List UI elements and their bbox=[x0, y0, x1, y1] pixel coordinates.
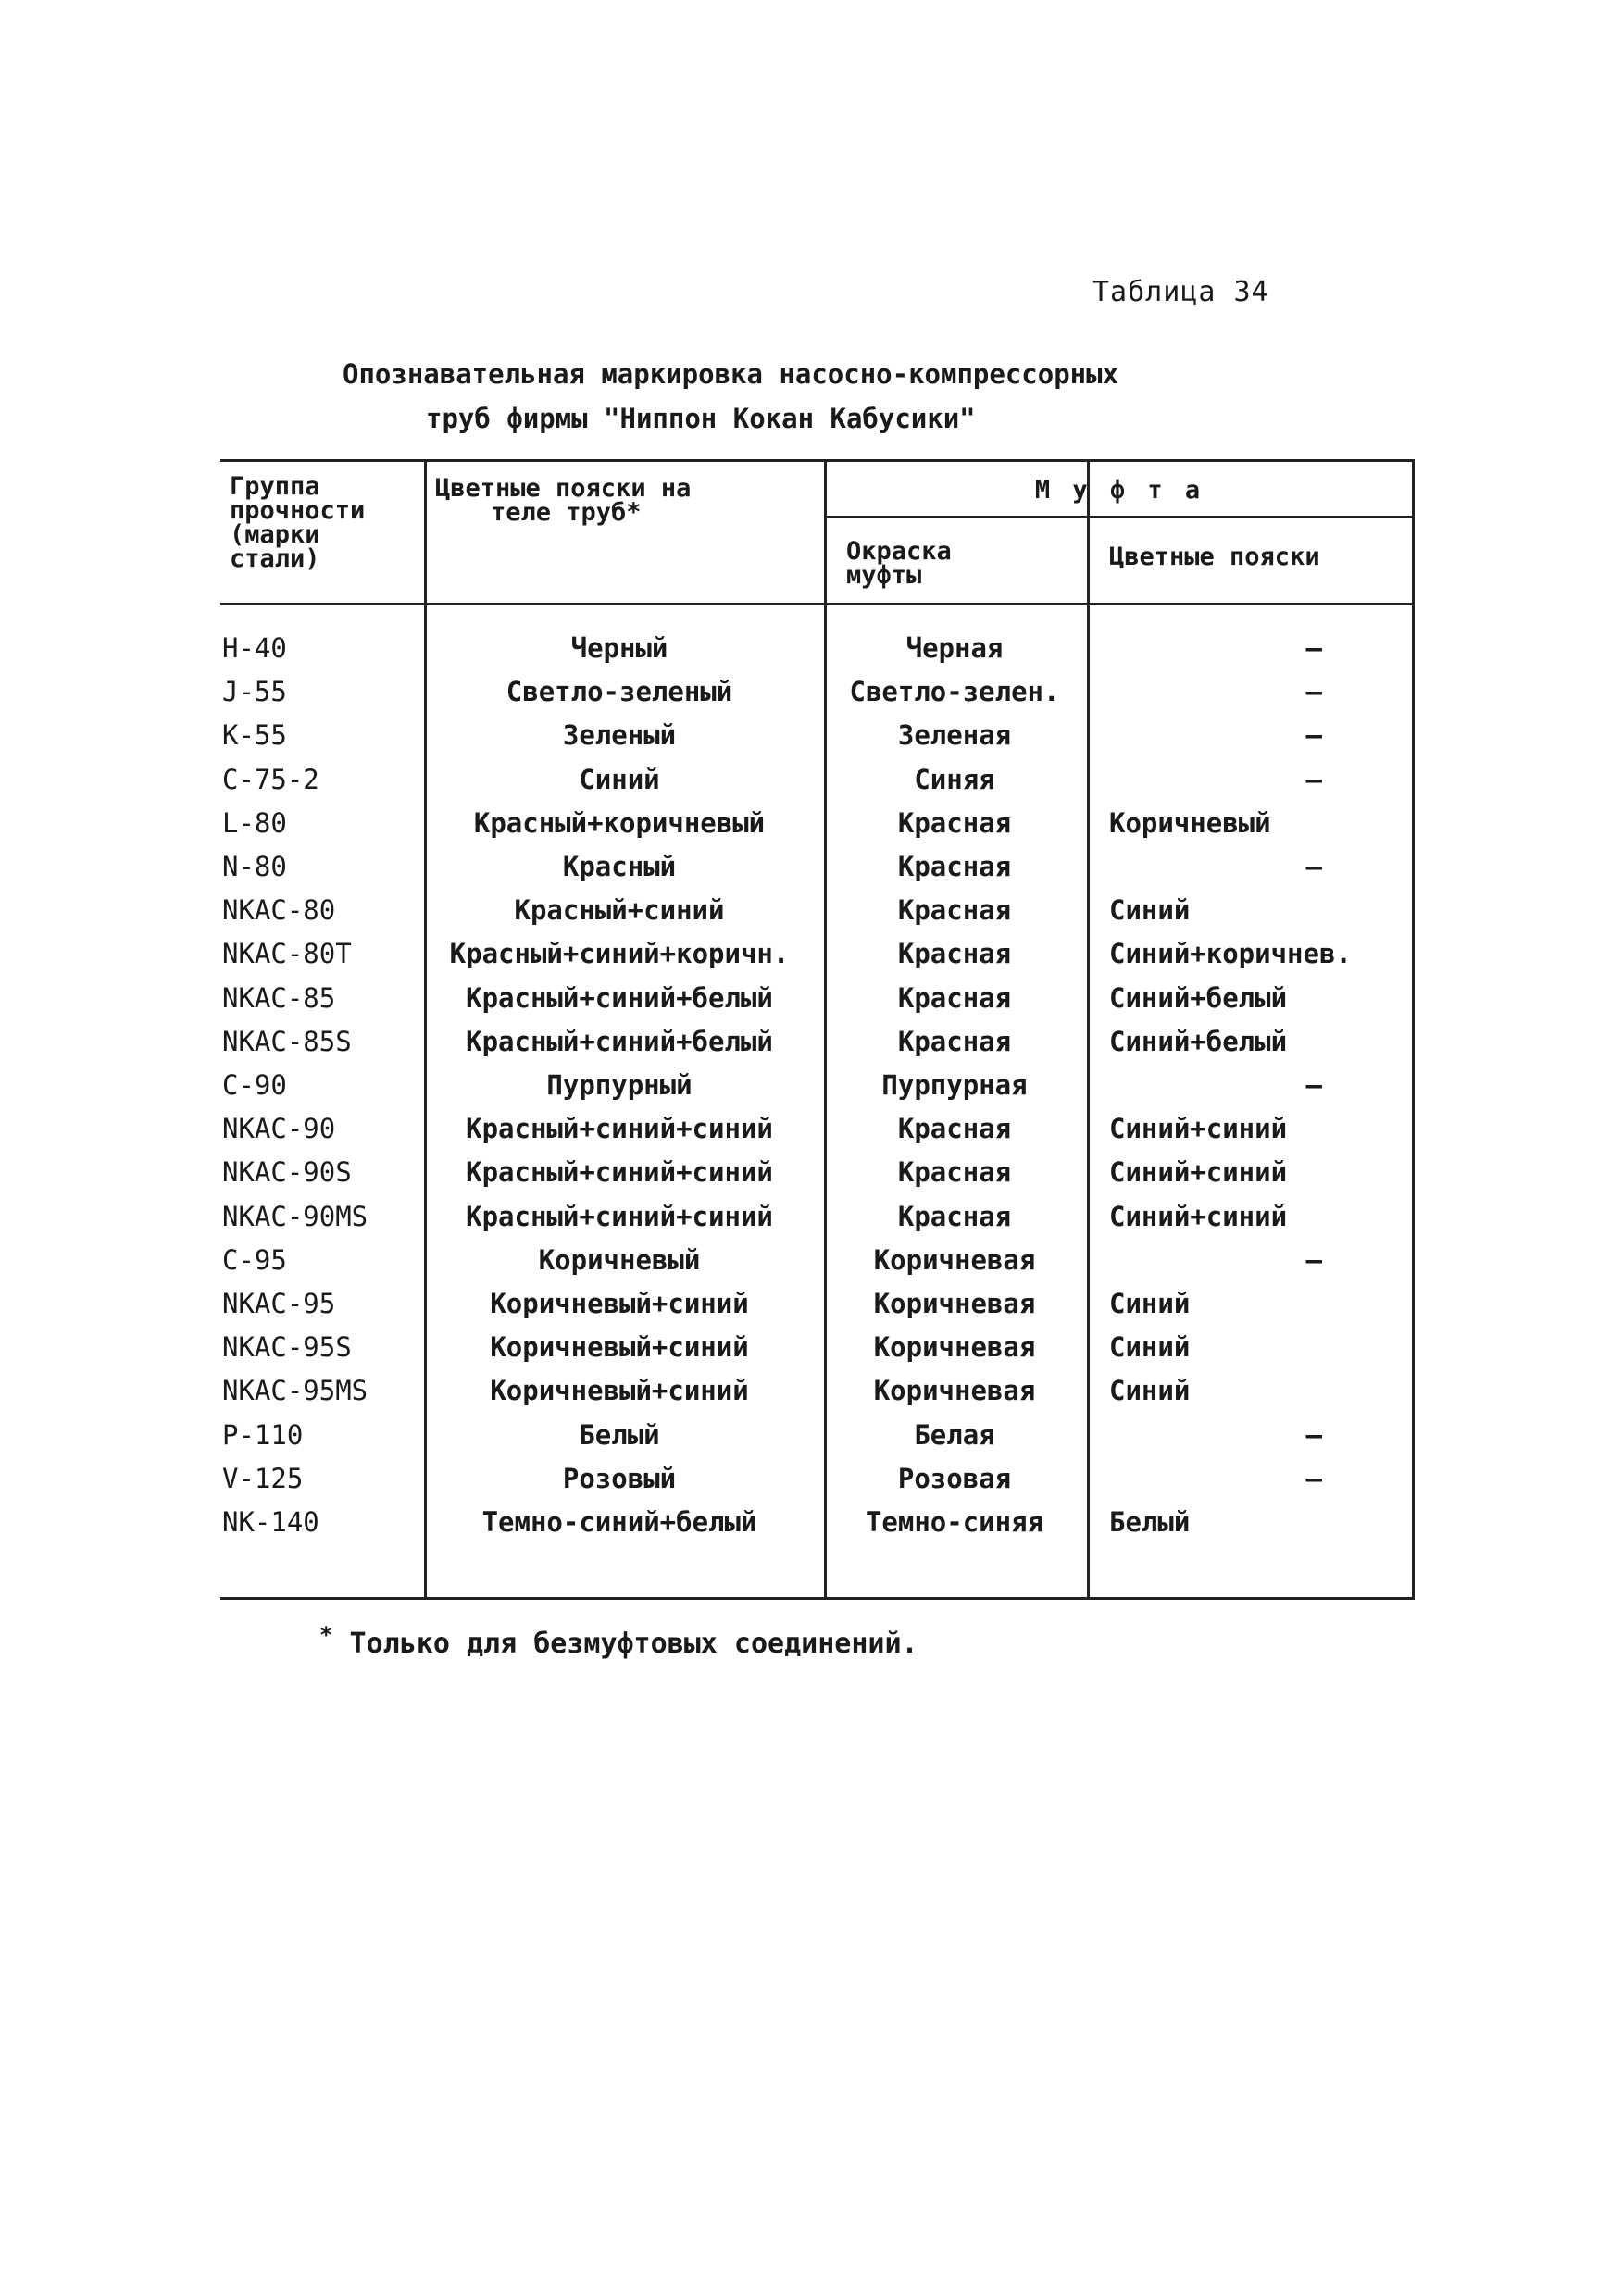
coupling-stripes-cell: Синий bbox=[1109, 1331, 1191, 1364]
grade-cell: NKAC-85 bbox=[222, 981, 336, 1014]
table-row bbox=[220, 764, 1415, 808]
table-number-label: Таблица 34 bbox=[1092, 276, 1269, 308]
grade-cell: NKAC-90MS bbox=[222, 1200, 368, 1232]
grade-cell: NKAC-95S bbox=[222, 1331, 352, 1364]
table-title-line-1: Опознавательная маркировка насосно-компрессорных bbox=[343, 358, 1119, 390]
grade-cell: NKAC-80T bbox=[222, 938, 352, 970]
table-row bbox=[220, 807, 1415, 852]
table-row bbox=[220, 1331, 1415, 1376]
grade-cell: С-90 bbox=[222, 1069, 287, 1101]
body-stripes-cell: Зеленый bbox=[562, 719, 677, 752]
grade-cell: NKAC-80 bbox=[222, 894, 336, 927]
grade-cell: NKAC-85S bbox=[222, 1025, 352, 1057]
header-coupling-color bbox=[846, 537, 1078, 590]
body-stripes-cell: Коричневый+синий bbox=[490, 1288, 749, 1319]
header-grade-line: (марки bbox=[230, 520, 320, 549]
header-divider bbox=[824, 516, 1413, 518]
coupling-stripes-cell: Синий+синий bbox=[1109, 1200, 1288, 1232]
coupling-stripes-cell: Синий bbox=[1109, 894, 1191, 927]
footnote-text: Только для безмуфтовых соединений. bbox=[349, 1628, 918, 1660]
grade-cell: К-55 bbox=[222, 719, 287, 752]
header-body-stripes-line: теле труб* bbox=[491, 498, 642, 527]
body-stripes-cell: Розовый bbox=[562, 1462, 677, 1494]
header-grade-line: Группа bbox=[230, 472, 320, 501]
grade-cell: L-80 bbox=[222, 806, 287, 839]
coupling-color-cell: Коричневая bbox=[873, 1375, 1036, 1407]
header-coupling-color-line: муфты bbox=[846, 561, 922, 590]
body-stripes-cell: Красный bbox=[562, 851, 677, 882]
header-body-stripes-line: Цветные пояски на bbox=[435, 474, 692, 503]
grade-cell: J-55 bbox=[222, 676, 287, 708]
header-coupling-color-line: Окраска bbox=[846, 537, 952, 566]
body-stripes-cell: Красный+синий+коричн. bbox=[449, 938, 790, 970]
table-row bbox=[220, 982, 1415, 1027]
coupling-stripes-cell: – bbox=[1305, 719, 1322, 752]
table-row bbox=[220, 1288, 1415, 1332]
table-row bbox=[220, 851, 1415, 895]
coupling-stripes-cell: Синий bbox=[1109, 1288, 1191, 1319]
table-row bbox=[220, 1026, 1415, 1070]
coupling-stripes-cell: – bbox=[1305, 676, 1322, 708]
footnote-mark: * bbox=[319, 1622, 333, 1648]
coupling-stripes-cell: – bbox=[1305, 1462, 1322, 1494]
coupling-stripes-cell: – bbox=[1305, 1243, 1322, 1276]
body-stripes-cell: Коричневый+синий bbox=[490, 1331, 749, 1364]
body-stripes-cell: Коричневый bbox=[538, 1243, 701, 1276]
coupling-stripes-cell: Синий+коричнев. bbox=[1109, 938, 1352, 970]
grade-cell: NKAC-95 bbox=[222, 1288, 336, 1319]
grade-cell: С-75-2 bbox=[222, 763, 319, 795]
coupling-color-cell: Белая bbox=[914, 1418, 995, 1451]
coupling-color-cell: Черная bbox=[905, 632, 1004, 664]
body-stripes-cell: Красный+синий+белый bbox=[466, 981, 773, 1014]
header-body-stripes bbox=[435, 474, 805, 527]
header-divider bbox=[220, 603, 1415, 605]
table-row bbox=[220, 1156, 1415, 1201]
coupling-stripes-cell: – bbox=[1305, 763, 1322, 795]
coupling-color-cell: Темно-синяя bbox=[865, 1506, 1044, 1538]
body-stripes-cell: Красный+синий+белый bbox=[466, 1025, 773, 1057]
table-row bbox=[220, 1201, 1415, 1245]
table-row bbox=[220, 1069, 1415, 1114]
body-stripes-cell: Светло-зеленый bbox=[506, 676, 733, 708]
coupling-color-cell: Красная bbox=[897, 938, 1012, 970]
grade-cell: NKAC-90S bbox=[222, 1156, 352, 1189]
table-row bbox=[220, 1244, 1415, 1289]
body-stripes-cell: Красный+синий+синий bbox=[466, 1156, 773, 1189]
coupling-stripes-cell: Белый bbox=[1109, 1506, 1191, 1538]
coupling-color-cell: Красная bbox=[897, 806, 1012, 839]
footnote bbox=[319, 1622, 918, 1660]
table-row bbox=[220, 676, 1415, 720]
coupling-color-cell: Зеленая bbox=[897, 719, 1012, 752]
table-row bbox=[220, 1375, 1415, 1419]
coupling-stripes-cell: Синий+белый bbox=[1109, 1025, 1288, 1057]
grade-cell: V-125 bbox=[222, 1462, 304, 1494]
table-title bbox=[343, 352, 1287, 441]
coupling-color-cell: Пурпурная bbox=[881, 1069, 1028, 1101]
table-row bbox=[220, 1419, 1415, 1464]
table-row bbox=[220, 1113, 1415, 1157]
coupling-stripes-cell: Синий+синий bbox=[1109, 1156, 1288, 1189]
coupling-stripes-cell: Синий+белый bbox=[1109, 981, 1288, 1014]
header-grade-line: прочности bbox=[230, 496, 366, 525]
coupling-color-cell: Розовая bbox=[897, 1462, 1012, 1494]
grade-cell: NKAC-90 bbox=[222, 1113, 336, 1145]
coupling-color-cell: Красная bbox=[897, 1156, 1012, 1189]
coupling-color-cell: Красная bbox=[897, 1113, 1012, 1145]
body-stripes-cell: Темно-синий+белый bbox=[481, 1506, 757, 1538]
table-title-line-2: труб фирмы "Ниппон Кокан Кабусики" bbox=[426, 403, 976, 434]
coupling-color-cell: Красная bbox=[897, 851, 1012, 882]
coupling-stripes-cell: Синий+синий bbox=[1109, 1113, 1288, 1145]
coupling-stripes-cell: – bbox=[1305, 851, 1322, 882]
table-row bbox=[220, 1506, 1415, 1551]
body-stripes-cell: Белый bbox=[579, 1418, 660, 1451]
body-stripes-cell: Красный+синий+синий bbox=[466, 1200, 773, 1232]
body-stripes-cell: Черный bbox=[570, 632, 668, 664]
marking-table bbox=[220, 459, 1415, 1600]
coupling-color-cell: Красная bbox=[897, 1025, 1012, 1057]
coupling-color-cell: Коричневая bbox=[873, 1243, 1036, 1276]
coupling-color-cell: Синяя bbox=[914, 763, 995, 795]
grade-cell: С-95 bbox=[222, 1243, 287, 1276]
grade-cell: N-80 bbox=[222, 851, 287, 882]
coupling-stripes-cell: – bbox=[1305, 1418, 1322, 1451]
coupling-color-cell: Коричневая bbox=[873, 1331, 1036, 1364]
grade-cell: NKAC-95MS bbox=[222, 1375, 368, 1407]
body-stripes-cell: Красный+синий+синий bbox=[466, 1113, 773, 1145]
header-grade-line: стали) bbox=[230, 544, 320, 573]
table-row bbox=[220, 719, 1415, 764]
header-coupling-stripes: Цветные пояски bbox=[1109, 543, 1320, 571]
body-stripes-cell: Коричневый+синий bbox=[490, 1375, 749, 1407]
table-row bbox=[220, 894, 1415, 939]
header-coupling: М у ф т а bbox=[1034, 476, 1205, 505]
coupling-stripes-cell: – bbox=[1305, 1069, 1322, 1101]
coupling-color-cell: Красная bbox=[897, 894, 1012, 927]
coupling-stripes-cell: Коричневый bbox=[1109, 806, 1271, 839]
grade-cell: NK-140 bbox=[222, 1506, 319, 1538]
header-grade bbox=[230, 472, 419, 573]
body-stripes-cell: Синий bbox=[579, 763, 660, 795]
coupling-stripes-cell: – bbox=[1305, 632, 1322, 664]
table-row bbox=[220, 938, 1415, 982]
coupling-color-cell: Светло-зелен. bbox=[849, 676, 1060, 708]
coupling-color-cell: Коричневая bbox=[873, 1288, 1036, 1319]
coupling-color-cell: Красная bbox=[897, 1200, 1012, 1232]
grade-cell: Р-110 bbox=[222, 1418, 304, 1451]
coupling-stripes-cell: Синий bbox=[1109, 1375, 1191, 1407]
coupling-color-cell: Красная bbox=[897, 981, 1012, 1014]
body-stripes-cell: Пурпурный bbox=[546, 1069, 693, 1101]
table-row bbox=[220, 632, 1415, 677]
body-stripes-cell: Красный+коричневый bbox=[473, 806, 766, 839]
grade-cell: Н-40 bbox=[222, 632, 287, 664]
body-stripes-cell: Красный+синий bbox=[514, 894, 725, 927]
table-row bbox=[220, 1463, 1415, 1507]
